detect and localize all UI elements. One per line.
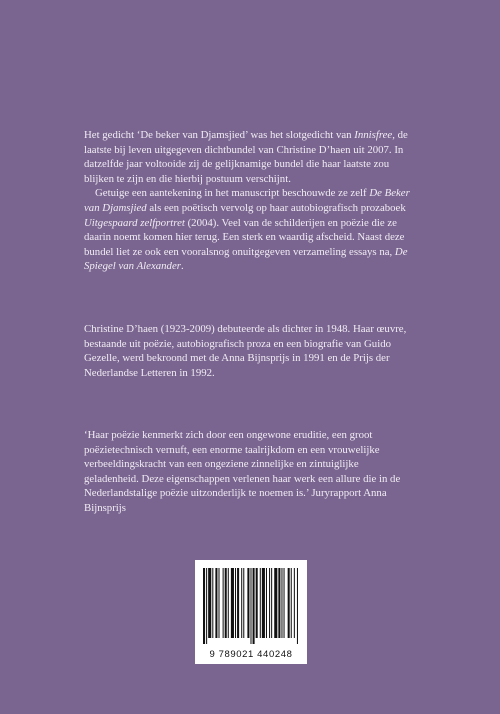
barcode-bar	[223, 568, 224, 638]
barcode-bar	[294, 568, 295, 638]
barcode-bar	[278, 568, 280, 638]
barcode-bar	[206, 568, 207, 644]
title-de-spiegel-van-alexander: De Spiegel van Alexander	[84, 245, 408, 273]
isbn-barcode	[195, 560, 307, 664]
title-de-beker-van-djamsjied: De Beker van Djamsjied	[84, 187, 410, 214]
barcode-bar	[284, 568, 285, 638]
barcode-bar	[297, 568, 298, 644]
barcode-bar	[262, 568, 265, 638]
barcode-bar	[212, 568, 213, 638]
title-innisfree: Innisfree	[354, 129, 393, 141]
blurb-text	[84, 128, 414, 274]
barcode-bar	[225, 568, 227, 638]
barcode-bar	[269, 568, 270, 638]
blurb-paragraph-1: Het gedicht ‘De beker van Djamsjied’ was het slotgedicht van Innisfree, de laatste bij leven uitgegeven dichtbundel van Christine D’haen uit 2007. In datzelfde jaar voltooide zij de gelijknamige bundel die haar laatste zou blijken te zijn en die hierbij postuum verschijnt.	[84, 129, 408, 185]
barcode-bar	[256, 568, 258, 638]
barcode-bar	[237, 568, 239, 638]
barcode-bar	[243, 568, 244, 638]
barcode-bar	[266, 568, 267, 638]
barcode-bar	[231, 568, 234, 638]
barcode-bar	[241, 568, 242, 638]
barcode-bar	[215, 568, 217, 638]
barcode-bars	[203, 568, 299, 644]
barcode-bar	[274, 568, 277, 638]
barcode-bar	[218, 568, 219, 638]
author-bio: Christine D’haen (1923-2009) debuteerde als dichter in 1948. Haar œuvre, bestaande uit poëzie, autobiografisch proza en een biografie van Guido Gezelle, werd bekroond met de Anna Bijnsprijs in 1991 en de Prijs der Nederlandse Letteren in 1992.	[84, 323, 407, 379]
barcode-bar	[208, 568, 211, 638]
barcode-bar	[247, 568, 249, 638]
blurb-paragraph-2: Getuige een aantekening in het manuscript beschouwde ze zelf De Beker van Djamsjied als een poëtisch vervolg op haar autobiografisch prozaboek Uitgespaard zelfportret (2004). Veel van de schilderijen en poëzie die ze daarin noemt komen hier terug. Een sterk en waardig afscheid. Naast deze bundel liet ze ook een vooralsnog onuitgegeven verzameling essays na, De Spiegel van Alexander.	[84, 187, 410, 273]
barcode-bar	[253, 568, 255, 644]
isbn-digits: 9 789021 440248	[209, 649, 293, 660]
barcode-bar	[235, 568, 236, 638]
barcode-bar	[250, 568, 251, 644]
barcode-bar	[271, 568, 272, 638]
jury-quote: ‘Haar poëzie kenmerkt zich door een ongewone eruditie, een groot poëzietechnisch vernuft, een enorme taalrijkdom en een vrouwelijke verbeeldingskracht van een ongeziene zinnelijke en zintuiglijke geladenheid. Deze eigenschappen verlenen haar werk een allure die in de Nederlandstalige poëzie uitzonderlijk te noemen is.’ Juryrapport Anna Bijnsprijs	[84, 429, 401, 514]
barcode-bar	[281, 568, 282, 638]
barcode-bar	[228, 568, 229, 638]
barcode-bar	[291, 568, 292, 638]
barcode-bar	[288, 568, 290, 638]
barcode-bar	[203, 568, 205, 644]
barcode-bar	[260, 568, 261, 638]
title-uitgespaard-zelfportret: Uitgespaard zelfportret	[84, 216, 185, 229]
